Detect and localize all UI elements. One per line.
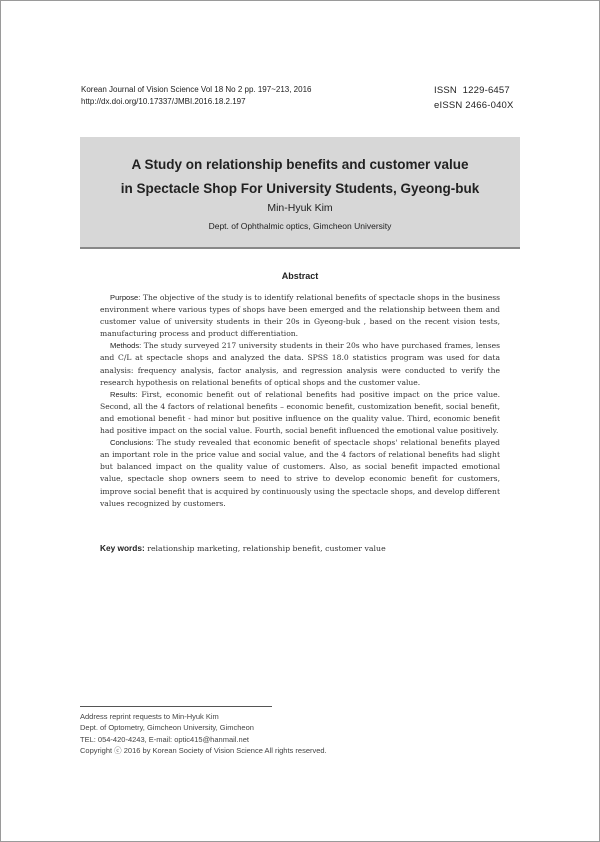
abstract-results [100, 389, 500, 437]
conclusions-label: Conclusions: [110, 438, 154, 448]
paper-title-line-1: A Study on relationship benefits and customer value [131, 157, 469, 172]
paper-title-line-2: in Spectacle Shop For University Students, Gyeong-buk [120, 181, 480, 196]
purpose-text: The objective of the study is to identify relational benefits of spectacle shops in the business environment where various types of shops have been emerged and the relationship between them and customer value of university students in their 20s in Gyeong-buk , based on the recent vision tests, manufacturing process and product differentiation. [100, 293, 500, 339]
issn-info [434, 83, 514, 113]
results-text: First, economic benefit out of relational benefits had positive impact on the price value. Second, all the 4 factors of relational benefits – economic benefit, customization benefit, social benefit, and emotional benefit - had minor but positive influence on the quality value. Third, economic benefit had positive impact on the social value. Fourth, social benefit influenced the emotional value positively. [100, 389, 500, 436]
keywords-text: relationship marketing, relationship benefit, customer value [144, 544, 386, 553]
footnote-divider [80, 706, 272, 707]
abstract-methods [100, 340, 500, 388]
title-box [80, 137, 520, 249]
keywords [100, 543, 500, 553]
abstract-purpose [100, 292, 500, 340]
keywords-label: Key words: [100, 543, 145, 553]
footnote-contact: TEL: 054-420-4243, E-mail: optic415@hanmail.net [80, 734, 249, 744]
footnote-reprint: Address reprint requests to Min-Hyuk Kim [80, 712, 219, 721]
methods-text: The study surveyed 217 university students in their 20s who have purchased frames, lenses and C/L at spectacle shops and analyzed the data. SPSS 18.0 statistics program was used for data analysis: frequency analysis, factor analysis, and regression analysis were conducted to verify the research hypothesis on relational benefits of optical shops and the customer value. [100, 341, 500, 387]
purpose-label: Purpose: [110, 293, 141, 302]
footnote [80, 711, 520, 756]
conclusions-text: The study revealed that economic benefit of spectacle shops' relational benefits played an important role in the price value and social value, and the 4 factors of relational benefits had slight but balanced impact on the quality value of customers. Also, as social benefit impacted emotional value, spectacle shop owners seem to need to strive to develop economic benefit for customers, improve social benefit that is acquired by continuously using the spectacle shops, and develop different values recognized by customers. [100, 438, 500, 508]
footnote-department: Dept. of Optometry, Gimcheon University, Gimcheon [80, 723, 254, 733]
eissn: eISSN 2466-040X [434, 100, 514, 111]
journal-info [81, 84, 311, 108]
abstract-conclusions [100, 437, 500, 510]
journal-citation: Korean Journal of Vision Science Vol 18 No 2 pp. 197~213, 2016 [81, 85, 312, 94]
footnote-copyright: Copyright ⓒ 2016 by Korean Society of Vision Science All rights reserved. [80, 745, 327, 755]
abstract-heading: Abstract [281, 271, 319, 281]
doi-link[interactable]: http://dx.doi.org/10.17337/JMBI.2016.18.2.197 [81, 97, 246, 106]
issn: ISSN 1229-6457 [434, 85, 510, 96]
abstract-body [100, 292, 500, 510]
methods-label: Methods: [110, 341, 142, 351]
author-affiliation: Dept. of Ophthalmic optics, Gimcheon University [208, 221, 392, 231]
results-label: Results: [110, 389, 138, 399]
author-name: Min-Hyuk Kim [267, 202, 333, 214]
